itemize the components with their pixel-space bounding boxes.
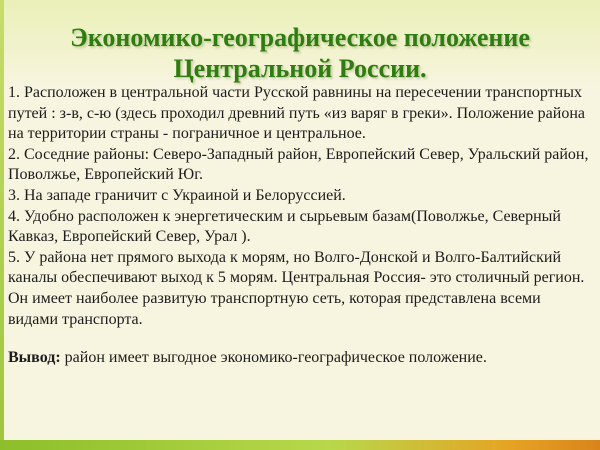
list-item-2: 2. Соседние районы: Северо-Западный район, Европейский Север, Уральский район, Поволжье, Европейский Юг. <box>8 145 589 184</box>
slide-title <box>40 22 560 84</box>
conclusion <box>8 348 594 369</box>
list-item-1: 1. Расположен в центральной части Русской равнины на пересечении транспортных путей : з-в, с-ю (здесь проходил древний путь «из варяг в греки». Положение района на территории страны - пограничное и центральное. <box>8 84 585 143</box>
slide-body <box>8 83 594 369</box>
list-item-4: 4. Удобно расположен к энергетическим и сырьевым базам(Поволжье, Северный Кавказ, Европейский Север, Урал ). <box>8 207 561 246</box>
title-line-1: Экономико-географическое положение <box>70 23 530 52</box>
conclusion-label: Вывод: <box>8 349 61 367</box>
spacer <box>8 330 594 348</box>
left-accent-bar <box>0 0 4 450</box>
list-item-5: 5. У района нет прямого выхода к морям, но Волго-Донской и Волго-Балтийский каналы обеспечивают выход к 5 морям. Центральная Россия- это столичный регион. Он имеет наиболее развитую транспортную сеть, которая представлена всеми видами транспорта. <box>8 248 585 328</box>
title-line-2: Центральной России. <box>173 54 427 83</box>
list-item-3: 3. На западе граничит с Украиной и Белоруссией. <box>8 186 346 204</box>
footer-band <box>0 440 600 450</box>
conclusion-text: район имеет выгодное экономико-географическое положение. <box>60 349 487 367</box>
